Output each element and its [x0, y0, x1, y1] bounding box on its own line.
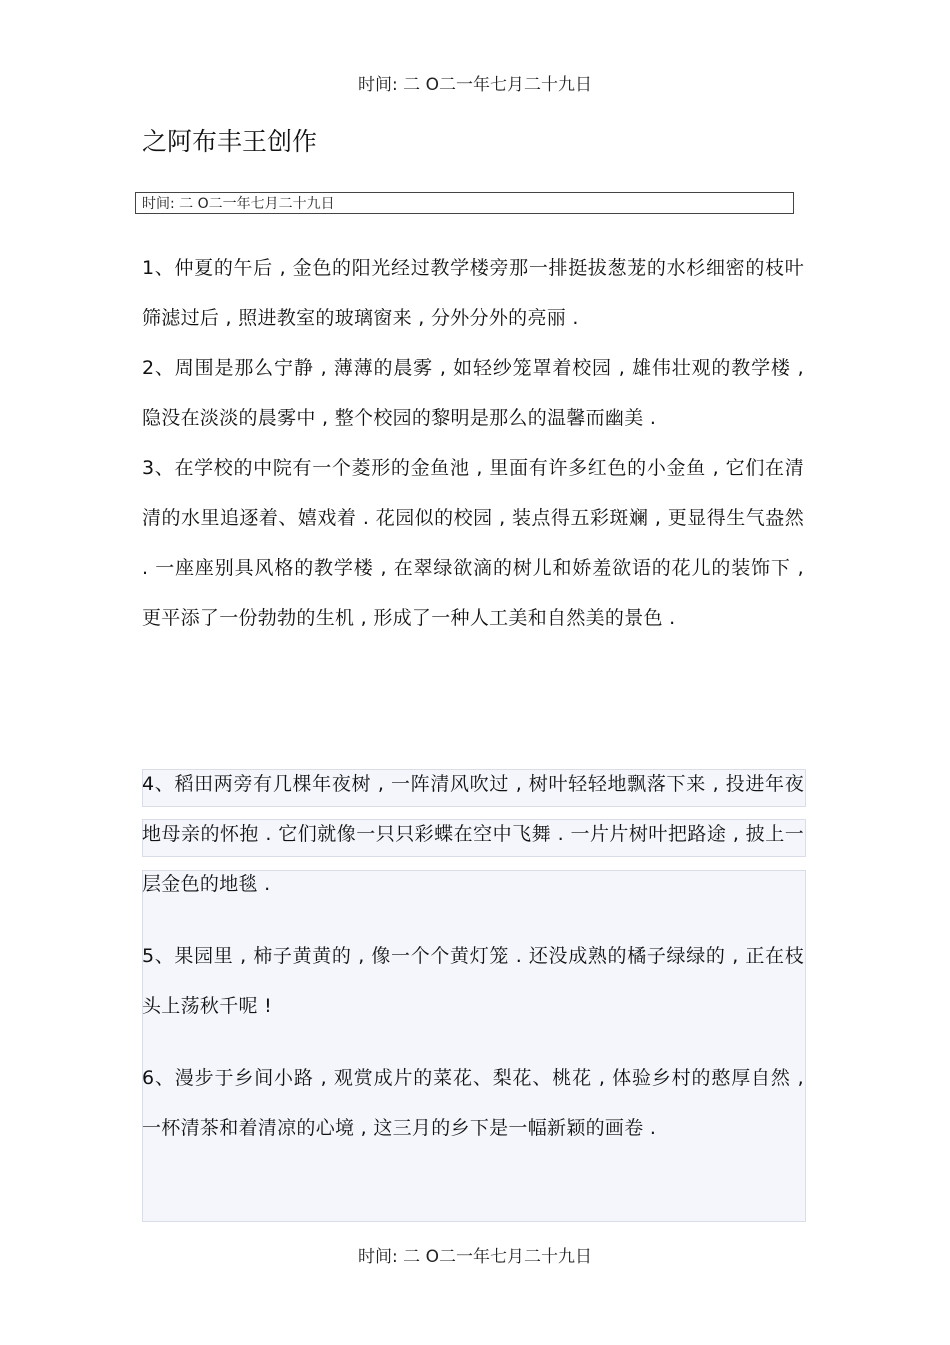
page-header: 时间: 二 O二一年七月二十九日 [358, 75, 592, 95]
paragraph-4: 4、稻田两旁有几棵年夜树 , 一阵清风吹过 , 树叶轻轻地飘落下来 , 投进年夜地母亲的怀抱 . 它们就像一只只彩蝶在空中飞舞 . 一片片树叶把路途 , 披上一层金色的地毯 . [142, 773, 804, 895]
highlighted-body [142, 759, 804, 1153]
paragraph-6: 6、漫步于乡间小路 , 观赏成片的菜花、梨花、桃花 , 体验乡村的憨厚自然 , 一杯清茶和着清凉的心境 , 这三月的乡下是一幅新颖的画卷 . [142, 1067, 804, 1139]
date-box: 时间: 二 O二一年七月二十九日 [135, 192, 794, 214]
paragraph-2: 2、周围是那么宁静 , 薄薄的晨雾 , 如轻纱笼罩着校园 , 雄伟壮观的教学楼 , 隐没在淡淡的晨雾中 , 整个校园的黎明是那么的温馨而幽美 . [142, 357, 804, 429]
paragraph-3: 3、在学校的中院有一个菱形的金鱼池 , 里面有许多红色的小金鱼 , 它们在清清的水里追逐着、嬉戏着 . 花园似的校园 , 装点得五彩斑斓 , 更显得生气盎然 . 一座座别具风格的教学楼 , 在翠绿欲滴的树儿和娇羞欲语的花儿的装饰下 , 更平添了一份勃勃的生机 , 形成了一种人工美和自然美的景色 . [142, 457, 804, 629]
document-body [142, 243, 804, 643]
page-footer: 时间: 二 O二一年七月二十九日 [358, 1247, 592, 1267]
document-title: 之阿布丰王创作 [142, 127, 318, 156]
paragraph-5: 5、果园里 , 柿子黄黄的 , 像一个个黄灯笼 . 还没成熟的橘子绿绿的 , 正在枝头上荡秋千呢 ! [142, 945, 804, 1017]
paragraph-1: 1、仲夏的午后 , 金色的阳光经过教学楼旁那一排挺拔葱茏的水杉细密的枝叶筛滤过后 , 照进教室的玻璃窗来 , 分外分外的亮丽 . [142, 257, 804, 329]
